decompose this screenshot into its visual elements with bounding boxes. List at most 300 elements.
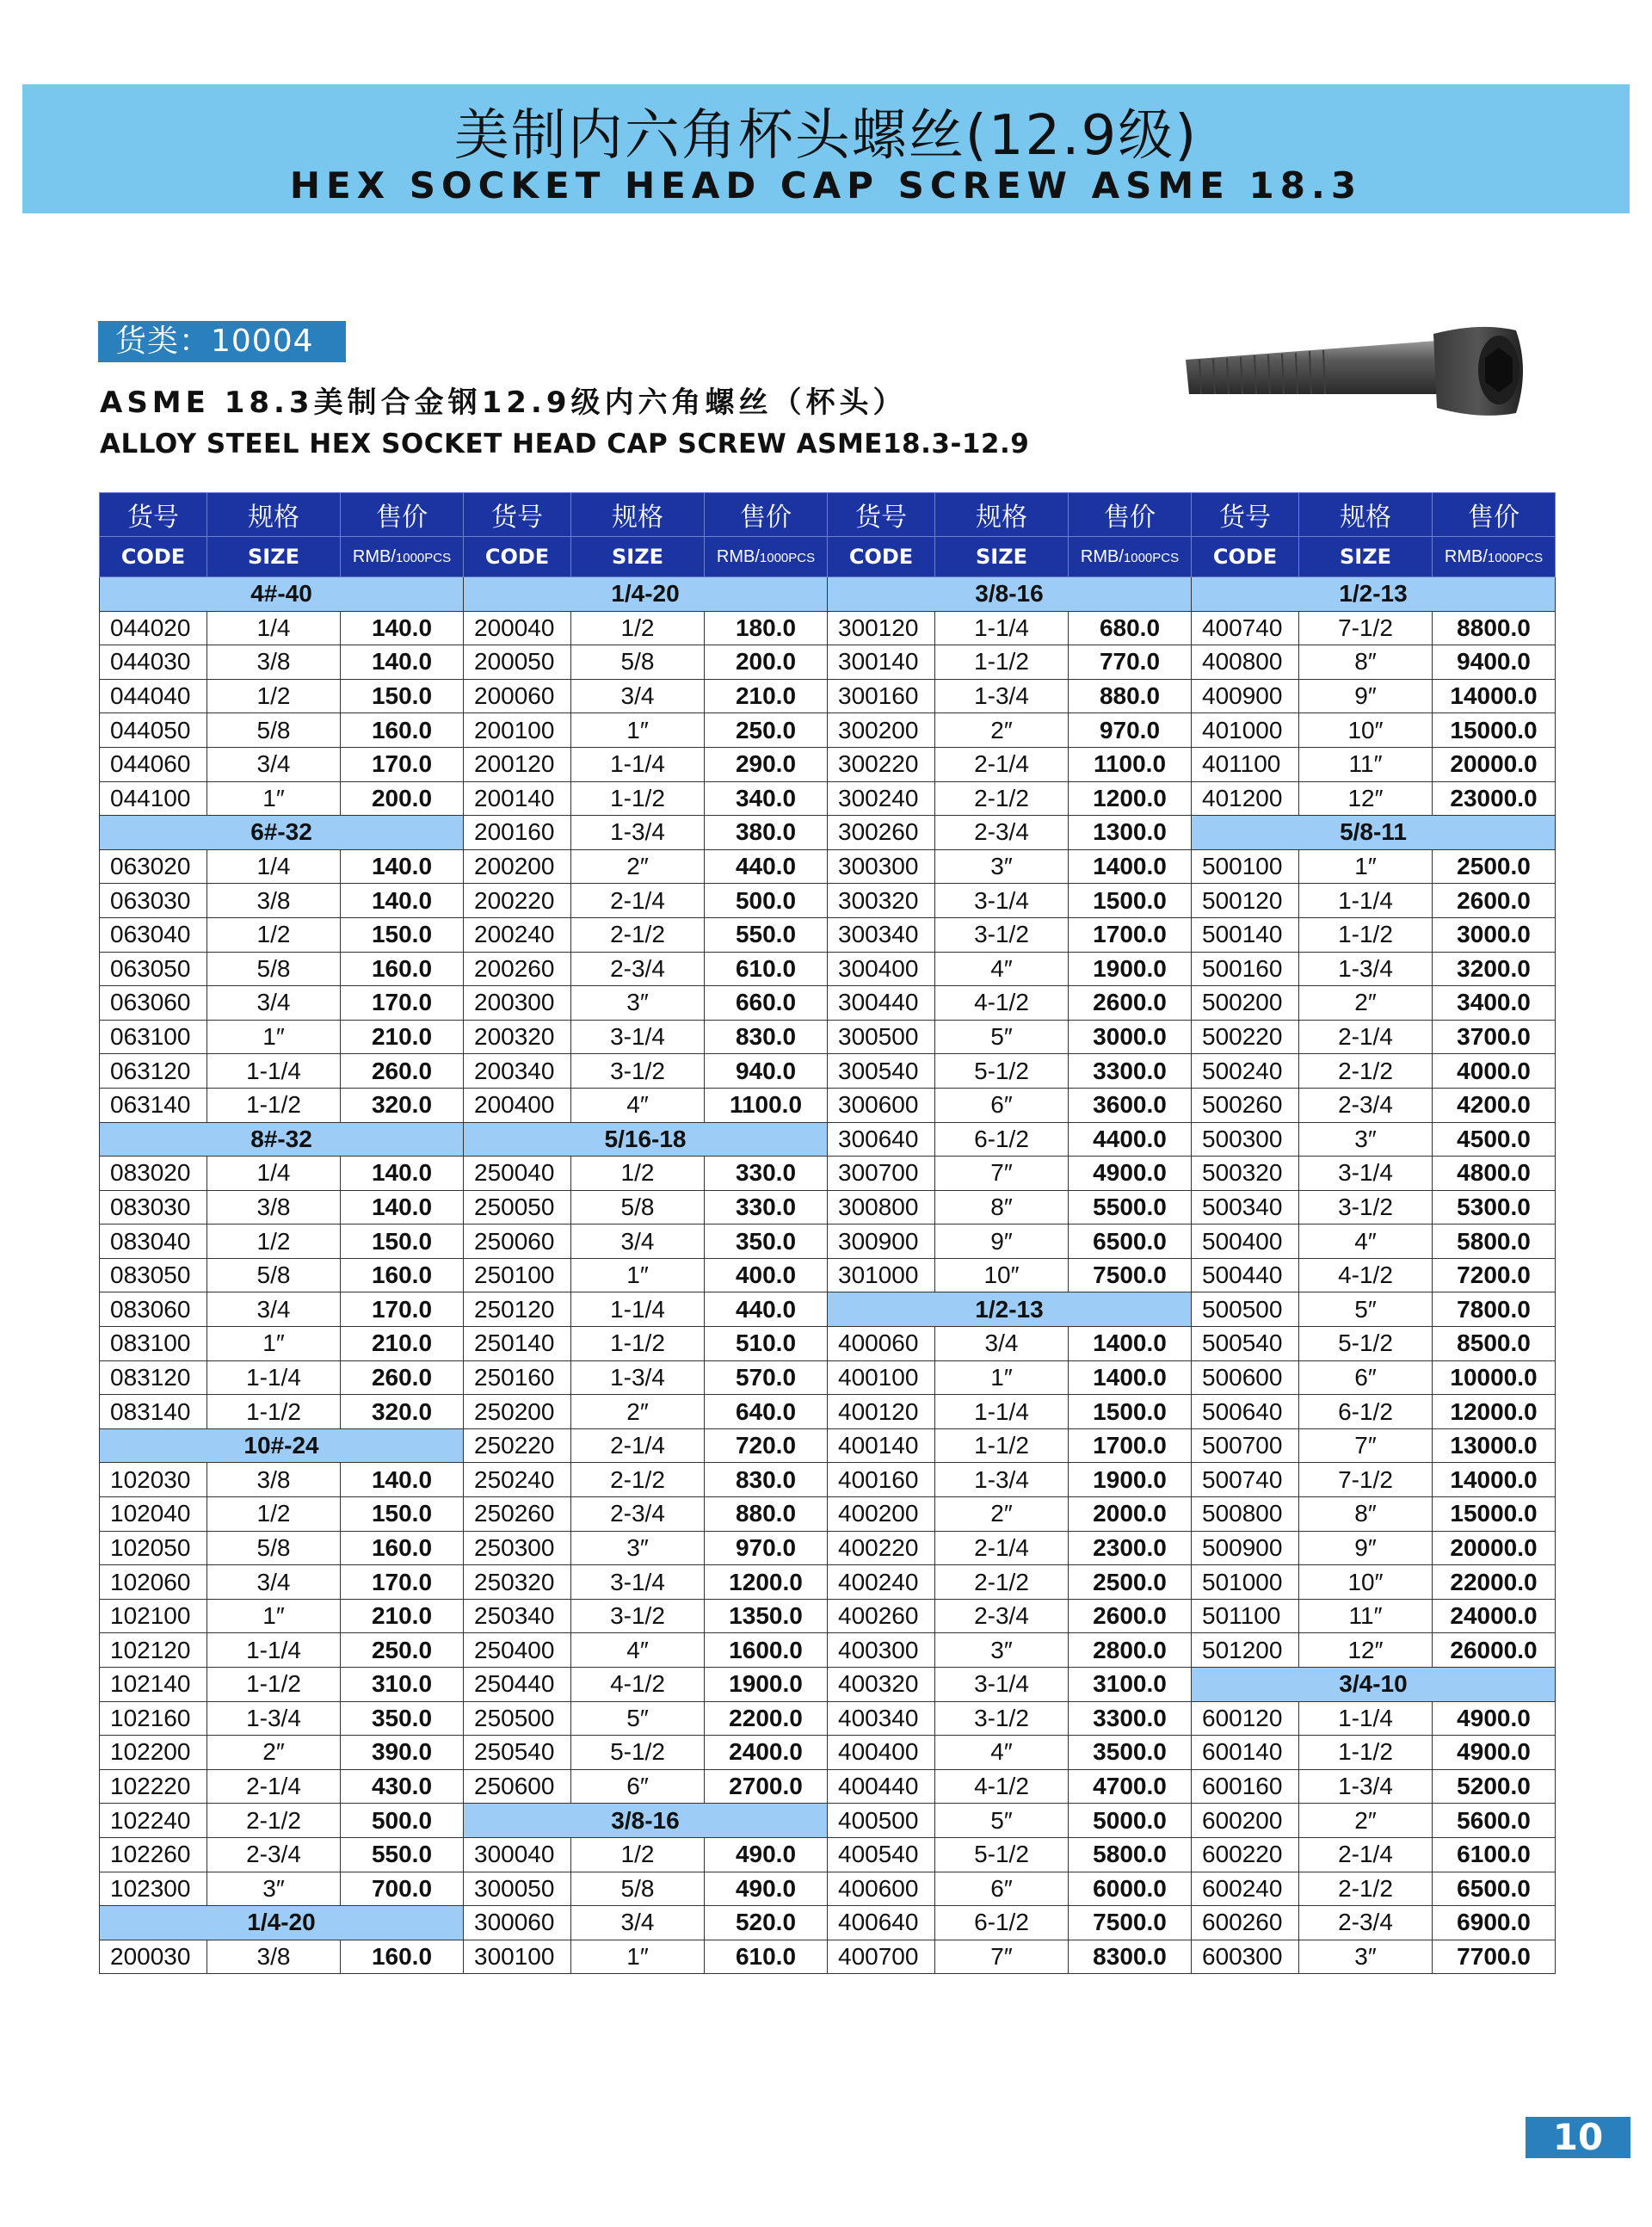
cell-code: 083050 bbox=[100, 1258, 207, 1292]
cell-price: 15000.0 bbox=[1433, 1497, 1556, 1532]
cell-size: 7″ bbox=[1299, 1428, 1433, 1463]
cell-code: 400260 bbox=[828, 1599, 935, 1633]
cell-price: 1400.0 bbox=[1069, 1327, 1192, 1361]
cell-size: 1-1/4 bbox=[935, 1395, 1069, 1429]
cell-code: 083140 bbox=[100, 1395, 207, 1429]
cell-code: 200240 bbox=[464, 917, 571, 952]
cell-size: 1″ bbox=[207, 781, 341, 816]
cell-size: 4″ bbox=[935, 952, 1069, 986]
cell-price: 160.0 bbox=[341, 1258, 464, 1292]
title-chinese: 美制内六角杯头螺丝(12.9级) bbox=[453, 104, 1199, 168]
cell-code: 300800 bbox=[828, 1190, 935, 1225]
cell-code: 400640 bbox=[828, 1906, 935, 1940]
thread-section-header: 1/4-20 bbox=[464, 577, 828, 612]
cell-size: 5″ bbox=[1299, 1292, 1433, 1327]
cell-code: 250160 bbox=[464, 1360, 571, 1395]
cell-price: 140.0 bbox=[341, 884, 464, 918]
cell-size: 8″ bbox=[935, 1190, 1069, 1225]
cell-size: 4-1/2 bbox=[935, 986, 1069, 1021]
cell-price: 720.0 bbox=[705, 1428, 828, 1463]
thread-section-header: 10#-24 bbox=[100, 1428, 464, 1463]
table-row bbox=[100, 1225, 1556, 1259]
cell-size: 1-3/4 bbox=[1299, 952, 1433, 986]
table-row bbox=[100, 1360, 1556, 1395]
cell-code: 300540 bbox=[828, 1054, 935, 1089]
cell-code: 300050 bbox=[464, 1872, 571, 1906]
table-row bbox=[100, 611, 1556, 645]
thread-section-header: 6#-32 bbox=[100, 816, 464, 850]
cell-code: 102160 bbox=[100, 1701, 207, 1736]
cell-price: 250.0 bbox=[341, 1633, 464, 1668]
cell-price: 7200.0 bbox=[1433, 1258, 1556, 1292]
cell-size: 1-1/2 bbox=[571, 1327, 705, 1361]
cell-code: 083100 bbox=[100, 1327, 207, 1361]
cell-size: 5-1/2 bbox=[935, 1837, 1069, 1872]
cell-price: 1300.0 bbox=[1069, 816, 1192, 850]
cell-size: 1-1/4 bbox=[1299, 1701, 1433, 1736]
cell-price: 5000.0 bbox=[1069, 1804, 1192, 1838]
cell-price: 2600.0 bbox=[1069, 986, 1192, 1021]
cell-size: 1-3/4 bbox=[571, 816, 705, 850]
cell-code: 501100 bbox=[1192, 1599, 1299, 1633]
cell-code: 501200 bbox=[1192, 1633, 1299, 1668]
cell-size: 1-1/4 bbox=[207, 1054, 341, 1089]
cell-size: 6″ bbox=[571, 1769, 705, 1804]
cell-size: 6-1/2 bbox=[935, 1122, 1069, 1157]
cell-code: 044020 bbox=[100, 611, 207, 645]
cell-price: 1900.0 bbox=[1069, 952, 1192, 986]
cell-code: 400340 bbox=[828, 1701, 935, 1736]
cell-price: 1100.0 bbox=[705, 1088, 828, 1122]
cell-code: 500320 bbox=[1192, 1157, 1299, 1191]
cell-code: 083020 bbox=[100, 1157, 207, 1191]
cell-code: 401200 bbox=[1192, 781, 1299, 816]
cell-code: 300220 bbox=[828, 747, 935, 781]
cell-size: 2-3/4 bbox=[1299, 1906, 1433, 1940]
cell-price: 880.0 bbox=[1069, 679, 1192, 713]
cell-price: 180.0 bbox=[705, 611, 828, 645]
cell-price: 4000.0 bbox=[1433, 1054, 1556, 1089]
cell-size: 1-1/2 bbox=[207, 1668, 341, 1702]
cell-price: 1900.0 bbox=[1069, 1463, 1192, 1497]
cell-code: 500240 bbox=[1192, 1054, 1299, 1089]
table-row bbox=[100, 645, 1556, 680]
price-table bbox=[99, 492, 1556, 1974]
cell-code: 400400 bbox=[828, 1736, 935, 1770]
cell-size: 2-1/2 bbox=[1299, 1054, 1433, 1089]
cell-price: 150.0 bbox=[341, 1497, 464, 1532]
cell-size: 12″ bbox=[1299, 781, 1433, 816]
cell-code: 300400 bbox=[828, 952, 935, 986]
cell-price: 20000.0 bbox=[1433, 747, 1556, 781]
header-price-cn: 售价 bbox=[705, 493, 828, 537]
cell-size: 3″ bbox=[571, 1531, 705, 1565]
cell-code: 400060 bbox=[828, 1327, 935, 1361]
cell-price: 570.0 bbox=[705, 1360, 828, 1395]
table-row bbox=[100, 1190, 1556, 1225]
cell-code: 500900 bbox=[1192, 1531, 1299, 1565]
cell-code: 500440 bbox=[1192, 1258, 1299, 1292]
cell-price: 6500.0 bbox=[1069, 1225, 1192, 1259]
cell-price: 140.0 bbox=[341, 645, 464, 680]
header-price-unit: RMB/ bbox=[352, 546, 396, 566]
cell-price: 6100.0 bbox=[1433, 1837, 1556, 1872]
header-row-english bbox=[100, 537, 1556, 577]
cell-size: 3-1/4 bbox=[571, 1565, 705, 1600]
cell-size: 3/8 bbox=[207, 1940, 341, 1974]
cell-size: 3″ bbox=[571, 986, 705, 1021]
cell-code: 063030 bbox=[100, 884, 207, 918]
cell-size: 3/4 bbox=[571, 1906, 705, 1940]
cell-price: 2600.0 bbox=[1069, 1599, 1192, 1633]
cell-price: 4900.0 bbox=[1433, 1701, 1556, 1736]
cell-price: 8500.0 bbox=[1433, 1327, 1556, 1361]
cell-size: 1″ bbox=[571, 1940, 705, 1974]
cell-size: 2-1/2 bbox=[207, 1804, 341, 1838]
cell-size: 3″ bbox=[207, 1872, 341, 1906]
cell-size: 9″ bbox=[1299, 1531, 1433, 1565]
cell-size: 5/8 bbox=[571, 1190, 705, 1225]
cell-code: 200040 bbox=[464, 611, 571, 645]
cell-code: 600220 bbox=[1192, 1837, 1299, 1872]
table-row bbox=[100, 1088, 1556, 1122]
cell-price: 10000.0 bbox=[1433, 1360, 1556, 1395]
table-row bbox=[100, 1531, 1556, 1565]
cell-price: 3700.0 bbox=[1433, 1020, 1556, 1054]
cell-price: 15000.0 bbox=[1433, 713, 1556, 748]
cell-size: 3/4 bbox=[207, 1565, 341, 1600]
thread-section-header: 4#-40 bbox=[100, 577, 464, 612]
cell-size: 6″ bbox=[1299, 1360, 1433, 1395]
cell-price: 510.0 bbox=[705, 1327, 828, 1361]
table-row bbox=[100, 1736, 1556, 1770]
table-row bbox=[100, 1804, 1556, 1838]
cell-code: 300500 bbox=[828, 1020, 935, 1054]
header-price-unit: RMB/ bbox=[716, 546, 760, 566]
table-row bbox=[100, 986, 1556, 1021]
cell-price: 140.0 bbox=[341, 1190, 464, 1225]
cell-code: 200400 bbox=[464, 1088, 571, 1122]
screw-product-image bbox=[1179, 318, 1532, 439]
cell-size: 1/4 bbox=[207, 849, 341, 884]
cell-size: 1-1/2 bbox=[571, 781, 705, 816]
cell-price: 4700.0 bbox=[1069, 1769, 1192, 1804]
cell-code: 063040 bbox=[100, 917, 207, 952]
header-price-cn: 售价 bbox=[1433, 493, 1556, 537]
cell-size: 3/4 bbox=[207, 1292, 341, 1327]
cell-size: 5″ bbox=[935, 1804, 1069, 1838]
cell-size: 5″ bbox=[571, 1701, 705, 1736]
cell-code: 063020 bbox=[100, 849, 207, 884]
cell-code: 200120 bbox=[464, 747, 571, 781]
table-row bbox=[100, 1497, 1556, 1532]
header-code-cn: 货号 bbox=[1192, 493, 1299, 537]
cell-code: 102040 bbox=[100, 1497, 207, 1532]
cell-code: 500260 bbox=[1192, 1088, 1299, 1122]
cell-size: 10″ bbox=[1299, 713, 1433, 748]
cell-price: 210.0 bbox=[341, 1020, 464, 1054]
table-row bbox=[100, 1701, 1556, 1736]
cell-price: 150.0 bbox=[341, 679, 464, 713]
cell-price: 160.0 bbox=[341, 713, 464, 748]
cell-price: 14000.0 bbox=[1433, 679, 1556, 713]
cell-size: 3-1/2 bbox=[935, 917, 1069, 952]
cell-code: 250120 bbox=[464, 1292, 571, 1327]
cell-size: 3/4 bbox=[935, 1327, 1069, 1361]
cell-size: 1-3/4 bbox=[935, 1463, 1069, 1497]
cell-size: 5-1/2 bbox=[571, 1736, 705, 1770]
cell-price: 5200.0 bbox=[1433, 1769, 1556, 1804]
cell-size: 2-3/4 bbox=[1299, 1088, 1433, 1122]
cell-code: 250400 bbox=[464, 1633, 571, 1668]
cell-size: 5/8 bbox=[207, 1258, 341, 1292]
cell-code: 400700 bbox=[828, 1940, 935, 1974]
header-price-en bbox=[341, 537, 464, 577]
cell-size: 4″ bbox=[571, 1633, 705, 1668]
title-banner bbox=[22, 84, 1630, 213]
cell-size: 1-1/4 bbox=[571, 747, 705, 781]
cell-price: 440.0 bbox=[705, 849, 828, 884]
cell-price: 1600.0 bbox=[705, 1633, 828, 1668]
cell-price: 160.0 bbox=[341, 1940, 464, 1974]
header-code-cn: 货号 bbox=[828, 493, 935, 537]
table-row bbox=[100, 1463, 1556, 1497]
cell-size: 1/2 bbox=[207, 1497, 341, 1532]
cell-code: 044060 bbox=[100, 747, 207, 781]
cell-size: 2″ bbox=[571, 849, 705, 884]
header-code-en: CODE bbox=[100, 537, 207, 577]
cell-price: 2600.0 bbox=[1433, 884, 1556, 918]
cell-price: 3000.0 bbox=[1433, 917, 1556, 952]
cell-size: 1-1/2 bbox=[207, 1088, 341, 1122]
table-row bbox=[100, 1940, 1556, 1974]
cell-code: 400740 bbox=[1192, 611, 1299, 645]
cell-code: 300120 bbox=[828, 611, 935, 645]
cell-code: 500540 bbox=[1192, 1327, 1299, 1361]
cell-price: 550.0 bbox=[341, 1837, 464, 1872]
cell-code: 300240 bbox=[828, 781, 935, 816]
cell-price: 6900.0 bbox=[1433, 1906, 1556, 1940]
cell-code: 102030 bbox=[100, 1463, 207, 1497]
cell-size: 3″ bbox=[1299, 1940, 1433, 1974]
cell-size: 8″ bbox=[1299, 1497, 1433, 1532]
cell-code: 300100 bbox=[464, 1940, 571, 1974]
table-row bbox=[100, 747, 1556, 781]
cell-code: 400140 bbox=[828, 1428, 935, 1463]
cell-code: 600240 bbox=[1192, 1872, 1299, 1906]
thread-section-header: 1/2-13 bbox=[828, 1292, 1192, 1327]
cell-size: 1/4 bbox=[207, 1157, 341, 1191]
cell-price: 1500.0 bbox=[1069, 884, 1192, 918]
cell-size: 3-1/2 bbox=[1299, 1190, 1433, 1225]
cell-price: 2200.0 bbox=[705, 1701, 828, 1736]
cell-size: 1″ bbox=[207, 1599, 341, 1633]
header-price-quantity: 1000PCS bbox=[395, 550, 452, 565]
cell-code: 200200 bbox=[464, 849, 571, 884]
cell-size: 5/8 bbox=[207, 713, 341, 748]
cell-price: 160.0 bbox=[341, 1531, 464, 1565]
table-row bbox=[100, 1292, 1556, 1327]
cell-price: 140.0 bbox=[341, 1463, 464, 1497]
cell-size: 1/2 bbox=[207, 917, 341, 952]
header-price-unit: RMB/ bbox=[1444, 546, 1488, 566]
table-row bbox=[100, 713, 1556, 748]
cell-size: 11″ bbox=[1299, 747, 1433, 781]
cell-size: 1-3/4 bbox=[1299, 1769, 1433, 1804]
cell-code: 401100 bbox=[1192, 747, 1299, 781]
cell-code: 300440 bbox=[828, 986, 935, 1021]
cell-code: 063100 bbox=[100, 1020, 207, 1054]
cell-size: 1-3/4 bbox=[207, 1701, 341, 1736]
cell-code: 250060 bbox=[464, 1225, 571, 1259]
cell-price: 210.0 bbox=[341, 1599, 464, 1633]
cell-size: 3-1/4 bbox=[571, 1020, 705, 1054]
cell-code: 400440 bbox=[828, 1769, 935, 1804]
cell-code: 500400 bbox=[1192, 1225, 1299, 1259]
cell-price: 610.0 bbox=[705, 1940, 828, 1974]
cell-price: 210.0 bbox=[705, 679, 828, 713]
cell-size: 7″ bbox=[935, 1940, 1069, 1974]
cell-price: 170.0 bbox=[341, 1292, 464, 1327]
cell-price: 2500.0 bbox=[1069, 1565, 1192, 1600]
table-row bbox=[100, 1258, 1556, 1292]
cell-code: 102300 bbox=[100, 1872, 207, 1906]
header-price-en bbox=[1433, 537, 1556, 577]
cell-code: 500300 bbox=[1192, 1122, 1299, 1157]
cell-code: 200220 bbox=[464, 884, 571, 918]
cell-code: 044050 bbox=[100, 713, 207, 748]
cell-code: 200160 bbox=[464, 816, 571, 850]
cell-price: 14000.0 bbox=[1433, 1463, 1556, 1497]
cell-size: 2-1/2 bbox=[935, 1565, 1069, 1600]
cell-code: 500120 bbox=[1192, 884, 1299, 918]
table-row bbox=[100, 1872, 1556, 1906]
cell-code: 063120 bbox=[100, 1054, 207, 1089]
header-size-cn: 规格 bbox=[935, 493, 1069, 537]
cell-code: 250040 bbox=[464, 1157, 571, 1191]
cell-price: 500.0 bbox=[705, 884, 828, 918]
cell-price: 4200.0 bbox=[1433, 1088, 1556, 1122]
header-size-en: SIZE bbox=[935, 537, 1069, 577]
cell-code: 250300 bbox=[464, 1531, 571, 1565]
cell-size: 3-1/2 bbox=[571, 1054, 705, 1089]
cell-price: 2400.0 bbox=[705, 1736, 828, 1770]
cell-code: 301000 bbox=[828, 1258, 935, 1292]
cell-price: 2800.0 bbox=[1069, 1633, 1192, 1668]
product-subtitle-chinese: ASME 18.3美制合金钢12.9级内六角螺丝（杯头） bbox=[100, 386, 907, 420]
cell-size: 3/8 bbox=[207, 1190, 341, 1225]
cell-size: 1″ bbox=[935, 1360, 1069, 1395]
cell-price: 7500.0 bbox=[1069, 1906, 1192, 1940]
cell-size: 7″ bbox=[935, 1157, 1069, 1191]
cell-code: 400600 bbox=[828, 1872, 935, 1906]
cell-size: 5-1/2 bbox=[935, 1054, 1069, 1089]
cell-code: 300900 bbox=[828, 1225, 935, 1259]
cell-size: 6″ bbox=[935, 1088, 1069, 1122]
cell-price: 520.0 bbox=[705, 1906, 828, 1940]
cell-price: 2000.0 bbox=[1069, 1497, 1192, 1532]
cell-price: 830.0 bbox=[705, 1020, 828, 1054]
cell-size: 9″ bbox=[935, 1225, 1069, 1259]
cell-code: 083030 bbox=[100, 1190, 207, 1225]
cell-price: 160.0 bbox=[341, 952, 464, 986]
cell-code: 500200 bbox=[1192, 986, 1299, 1021]
header-code-en: CODE bbox=[464, 537, 571, 577]
cell-price: 13000.0 bbox=[1433, 1428, 1556, 1463]
cell-size: 2″ bbox=[207, 1736, 341, 1770]
cell-price: 7800.0 bbox=[1433, 1292, 1556, 1327]
cell-code: 102260 bbox=[100, 1837, 207, 1872]
cell-price: 550.0 bbox=[705, 917, 828, 952]
cell-price: 150.0 bbox=[341, 917, 464, 952]
cell-code: 200140 bbox=[464, 781, 571, 816]
cell-price: 970.0 bbox=[1069, 713, 1192, 748]
cell-price: 2500.0 bbox=[1433, 849, 1556, 884]
cell-price: 430.0 bbox=[341, 1769, 464, 1804]
cell-code: 200100 bbox=[464, 713, 571, 748]
cell-code: 250240 bbox=[464, 1463, 571, 1497]
cell-price: 250.0 bbox=[705, 713, 828, 748]
table-row bbox=[100, 1020, 1556, 1054]
category-code-tag: 货类：10004 bbox=[98, 321, 346, 362]
cell-price: 20000.0 bbox=[1433, 1531, 1556, 1565]
cell-price: 610.0 bbox=[705, 952, 828, 986]
thread-section-header: 3/4-10 bbox=[1192, 1668, 1556, 1702]
page-number: 10 bbox=[1526, 2117, 1630, 2158]
table-row bbox=[100, 917, 1556, 952]
cell-price: 1700.0 bbox=[1069, 917, 1192, 952]
cell-code: 400500 bbox=[828, 1804, 935, 1838]
cell-size: 2-3/4 bbox=[571, 952, 705, 986]
cell-size: 2-1/4 bbox=[571, 884, 705, 918]
cell-size: 12″ bbox=[1299, 1633, 1433, 1668]
cell-price: 210.0 bbox=[341, 1327, 464, 1361]
cell-size: 2″ bbox=[935, 1497, 1069, 1532]
cell-price: 330.0 bbox=[705, 1190, 828, 1225]
cell-size: 2-1/4 bbox=[935, 1531, 1069, 1565]
table-row bbox=[100, 1395, 1556, 1429]
cell-code: 063050 bbox=[100, 952, 207, 986]
cell-size: 1-1/2 bbox=[935, 645, 1069, 680]
cell-code: 500500 bbox=[1192, 1292, 1299, 1327]
cell-price: 4900.0 bbox=[1433, 1736, 1556, 1770]
cell-code: 044040 bbox=[100, 679, 207, 713]
cell-size: 3/4 bbox=[571, 679, 705, 713]
cell-code: 401000 bbox=[1192, 713, 1299, 748]
cell-size: 4-1/2 bbox=[1299, 1258, 1433, 1292]
cell-size: 3/8 bbox=[207, 1463, 341, 1497]
cell-price: 680.0 bbox=[1069, 611, 1192, 645]
cell-price: 350.0 bbox=[705, 1225, 828, 1259]
cell-price: 2700.0 bbox=[705, 1769, 828, 1804]
cell-size: 5/8 bbox=[207, 952, 341, 986]
cell-size: 3-1/2 bbox=[935, 1701, 1069, 1736]
cell-price: 1100.0 bbox=[1069, 747, 1192, 781]
thread-section-header: 3/8-16 bbox=[828, 577, 1192, 612]
cell-code: 250440 bbox=[464, 1668, 571, 1702]
cell-code: 600260 bbox=[1192, 1906, 1299, 1940]
cell-size: 6″ bbox=[935, 1872, 1069, 1906]
cell-code: 250540 bbox=[464, 1736, 571, 1770]
cell-price: 320.0 bbox=[341, 1088, 464, 1122]
cell-code: 400800 bbox=[1192, 645, 1299, 680]
cell-size: 2-1/4 bbox=[1299, 1837, 1433, 1872]
table-row bbox=[100, 1122, 1556, 1157]
cell-code: 500220 bbox=[1192, 1020, 1299, 1054]
table-row bbox=[100, 1428, 1556, 1463]
cell-code: 400220 bbox=[828, 1531, 935, 1565]
cell-code: 102060 bbox=[100, 1565, 207, 1600]
